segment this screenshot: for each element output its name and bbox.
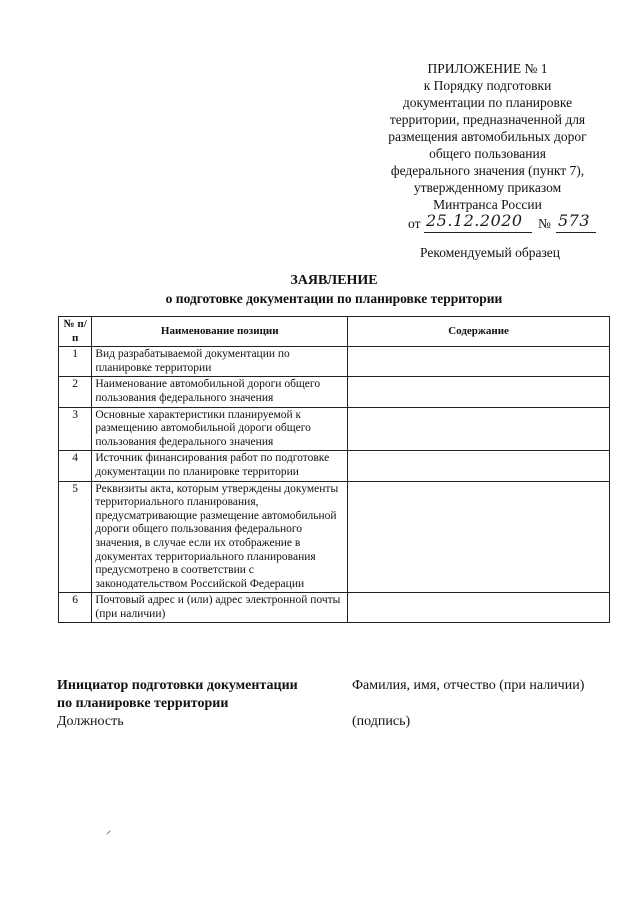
signature-left <box>57 677 347 731</box>
appendix-line: утвержденному приказом <box>413 180 562 195</box>
row-content[interactable] <box>348 451 610 481</box>
appendix-line: к Порядку подготовки <box>423 78 552 93</box>
header-content: Содержание <box>348 317 610 347</box>
appendix-block <box>360 60 615 233</box>
appendix-line: размещения автомобильных дорог <box>388 129 587 144</box>
table-row <box>59 593 610 623</box>
application-table <box>58 316 610 623</box>
row-name: Источник финансирования работ по подготовке документации по планировке территории <box>92 451 348 481</box>
row-number: 2 <box>59 377 92 407</box>
appendix-line: общего пользования <box>429 146 546 161</box>
row-name: Вид разрабатываемой документации по планировке территории <box>92 347 348 377</box>
row-name: Основные характеристики планируемой к размещению автомобильной дороги общего пользования федерального значения <box>92 407 348 451</box>
handwritten-number: 573 <box>558 211 591 230</box>
sample-label: Рекомендуемый образец <box>420 245 561 260</box>
date-prefix: от <box>408 216 421 231</box>
full-name-label: Фамилия, имя, отчество (при наличии) <box>352 678 585 693</box>
initiator-label: Инициатор подготовки документации <box>57 678 298 693</box>
table-row <box>59 451 610 481</box>
row-content[interactable] <box>348 407 610 451</box>
number-prefix: № <box>538 216 551 231</box>
row-content[interactable] <box>348 347 610 377</box>
appendix-line: территории, предназначенной для <box>389 112 586 127</box>
row-name: Наименование автомобильной дороги общего пользования федерального значения <box>92 377 348 407</box>
initiator-label-cont: по планировке территории <box>57 696 229 711</box>
table-row <box>59 377 610 407</box>
row-number: 6 <box>59 593 92 623</box>
header-position-name: Наименование позиции <box>92 317 348 347</box>
table-row <box>59 407 610 451</box>
row-name: Реквизиты акта, которым утверждены документы территориального планирования, предусматривающие размещение автомобильной дороги общего пользования федерального значения, в случае если их отображение в документах территориального планирования предусмотрено в соответствии с законодательством Российской Федерации <box>92 481 348 593</box>
row-number: 5 <box>59 481 92 593</box>
position-label: Должность <box>57 714 124 729</box>
appendix-title: ПРИЛОЖЕНИЕ № 1 <box>427 61 548 76</box>
row-number: 1 <box>59 347 92 377</box>
scan-mark <box>106 830 110 834</box>
row-content[interactable] <box>348 377 610 407</box>
signature-right <box>352 677 622 731</box>
table-row <box>59 481 610 593</box>
handwritten-date: 25.12.2020 <box>426 211 523 230</box>
header-number: № п/п <box>59 317 92 347</box>
row-name: Почтовый адрес и (или) адрес электронной почты (при наличии) <box>92 593 348 623</box>
table-header-row <box>59 317 610 347</box>
document-title: ЗАЯВЛЕНИЕ <box>290 273 378 288</box>
order-date-number <box>360 213 615 233</box>
date-underline <box>424 232 532 233</box>
number-underline <box>556 232 596 233</box>
signature-label: (подпись) <box>352 714 411 729</box>
row-number: 4 <box>59 451 92 481</box>
appendix-line: документации по планировке <box>402 95 573 110</box>
document-subtitle: о подготовке документации по планировке территории <box>165 291 503 306</box>
row-content[interactable] <box>348 481 610 593</box>
appendix-line: Минтранса России <box>433 197 542 212</box>
appendix-line: федерального значения (пункт 7), <box>390 163 585 178</box>
table-row <box>59 347 610 377</box>
row-content[interactable] <box>348 593 610 623</box>
row-number: 3 <box>59 407 92 451</box>
